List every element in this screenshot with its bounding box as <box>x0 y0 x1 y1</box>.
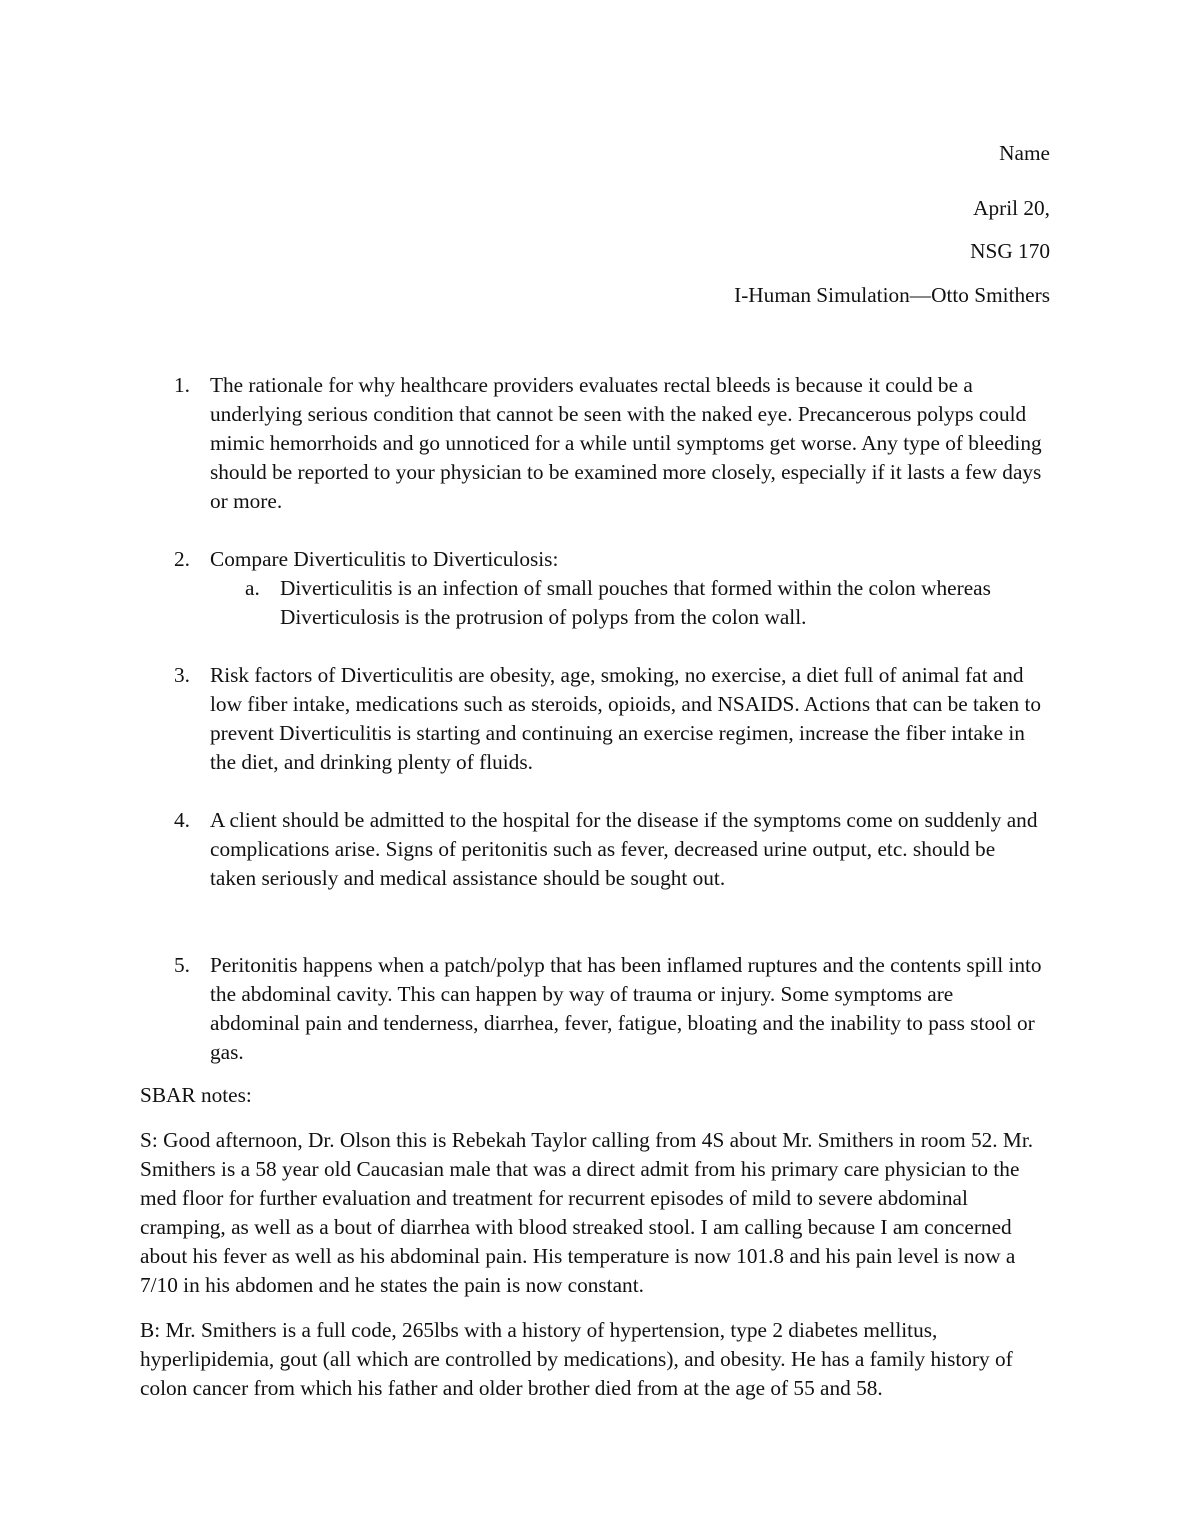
sub-list-item <box>245 574 1010 632</box>
sub-item-text: Diverticulitis is an infection of small pouches that formed within the colon whereas Diverticulosis is the protrusion of polyps from the colon wall. <box>280 576 991 629</box>
item-text: A client should be admitted to the hospital for the disease if the symptoms come on suddenly and complications arise. Signs of peritonitis such as fever, decreased urine output, etc. should be taken seriously and medical assistance should be sought out. <box>210 808 1038 890</box>
item-number: 1. <box>174 373 190 397</box>
list-item <box>174 545 1054 632</box>
student-name: Name <box>999 141 1050 165</box>
sbar-situation: S: Good afternoon, Dr. Olson this is Rebekah Taylor calling from 4S about Mr. Smithers in room 52. Mr. Smithers is a 58 year old Caucasian male that was a direct admit from his primary care physician to the med floor for further evaluation and treatment for recurrent episodes of mild to severe abdominal cramping, as well as a bout of diarrhea with blood streaked stool. I am calling because I am concerned about his fever as well as his abdominal pain. His temperature is now 101.8 and his pain level is now a 7/10 in his abdomen and he states the pain is now constant. <box>140 1128 1034 1297</box>
item-number: 2. <box>174 547 190 571</box>
list-item <box>174 806 1054 893</box>
sbar-heading: SBAR notes: <box>140 1083 252 1107</box>
item-text: Compare Diverticulitis to Diverticulosis: <box>210 547 559 571</box>
item-text: Peritonitis happens when a patch/polyp that has been inflamed ruptures and the contents spill into the abdominal cavity. This can happen by way of trauma or injury. Some symptoms are abdominal pain and tenderness, diarrhea, fever, fatigue, bloating and the inability to pass stool or gas. <box>210 953 1042 1064</box>
sub-item-letter: a. <box>245 576 260 600</box>
item-number: 3. <box>174 663 190 687</box>
item-text: Risk factors of Diverticulitis are obesity, age, smoking, no exercise, a diet full of animal fat and low fiber intake, medications such as steroids, opioids, and NSAIDS. Actions that can be taken to prevent Diverticulitis is starting and continuing an exercise regimen, increase the fiber intake in the diet, and drinking plenty of fluids. <box>210 663 1042 774</box>
item-number: 5. <box>174 953 190 977</box>
item-text: The rationale for why healthcare providers evaluates rectal bleeds is because it could be a underlying serious condition that cannot be seen with the naked eye. Precancerous polyps could mimic hemorrhoids and go unnoticed for a while until symptoms get worse. Any type of bleeding should be reported to your physician to be examined more closely, especially if it lasts a few days or more. <box>210 373 1042 513</box>
assignment-title: I-Human Simulation—Otto Smithers <box>734 283 1050 307</box>
course-code: NSG 170 <box>970 239 1050 263</box>
sbar-background: B: Mr. Smithers is a full code, 265lbs with a history of hypertension, type 2 diabetes mellitus, hyperlipidemia, gout (all which are controlled by medications), and obesity. He has a family history of colon cancer from which his father and older brother died from at the age of 55 and 58. <box>140 1318 1013 1400</box>
list-item <box>174 661 1054 777</box>
list-item <box>174 371 1054 516</box>
list-item <box>174 951 1054 1067</box>
date: April 20, <box>973 196 1050 220</box>
item-number: 4. <box>174 808 190 832</box>
